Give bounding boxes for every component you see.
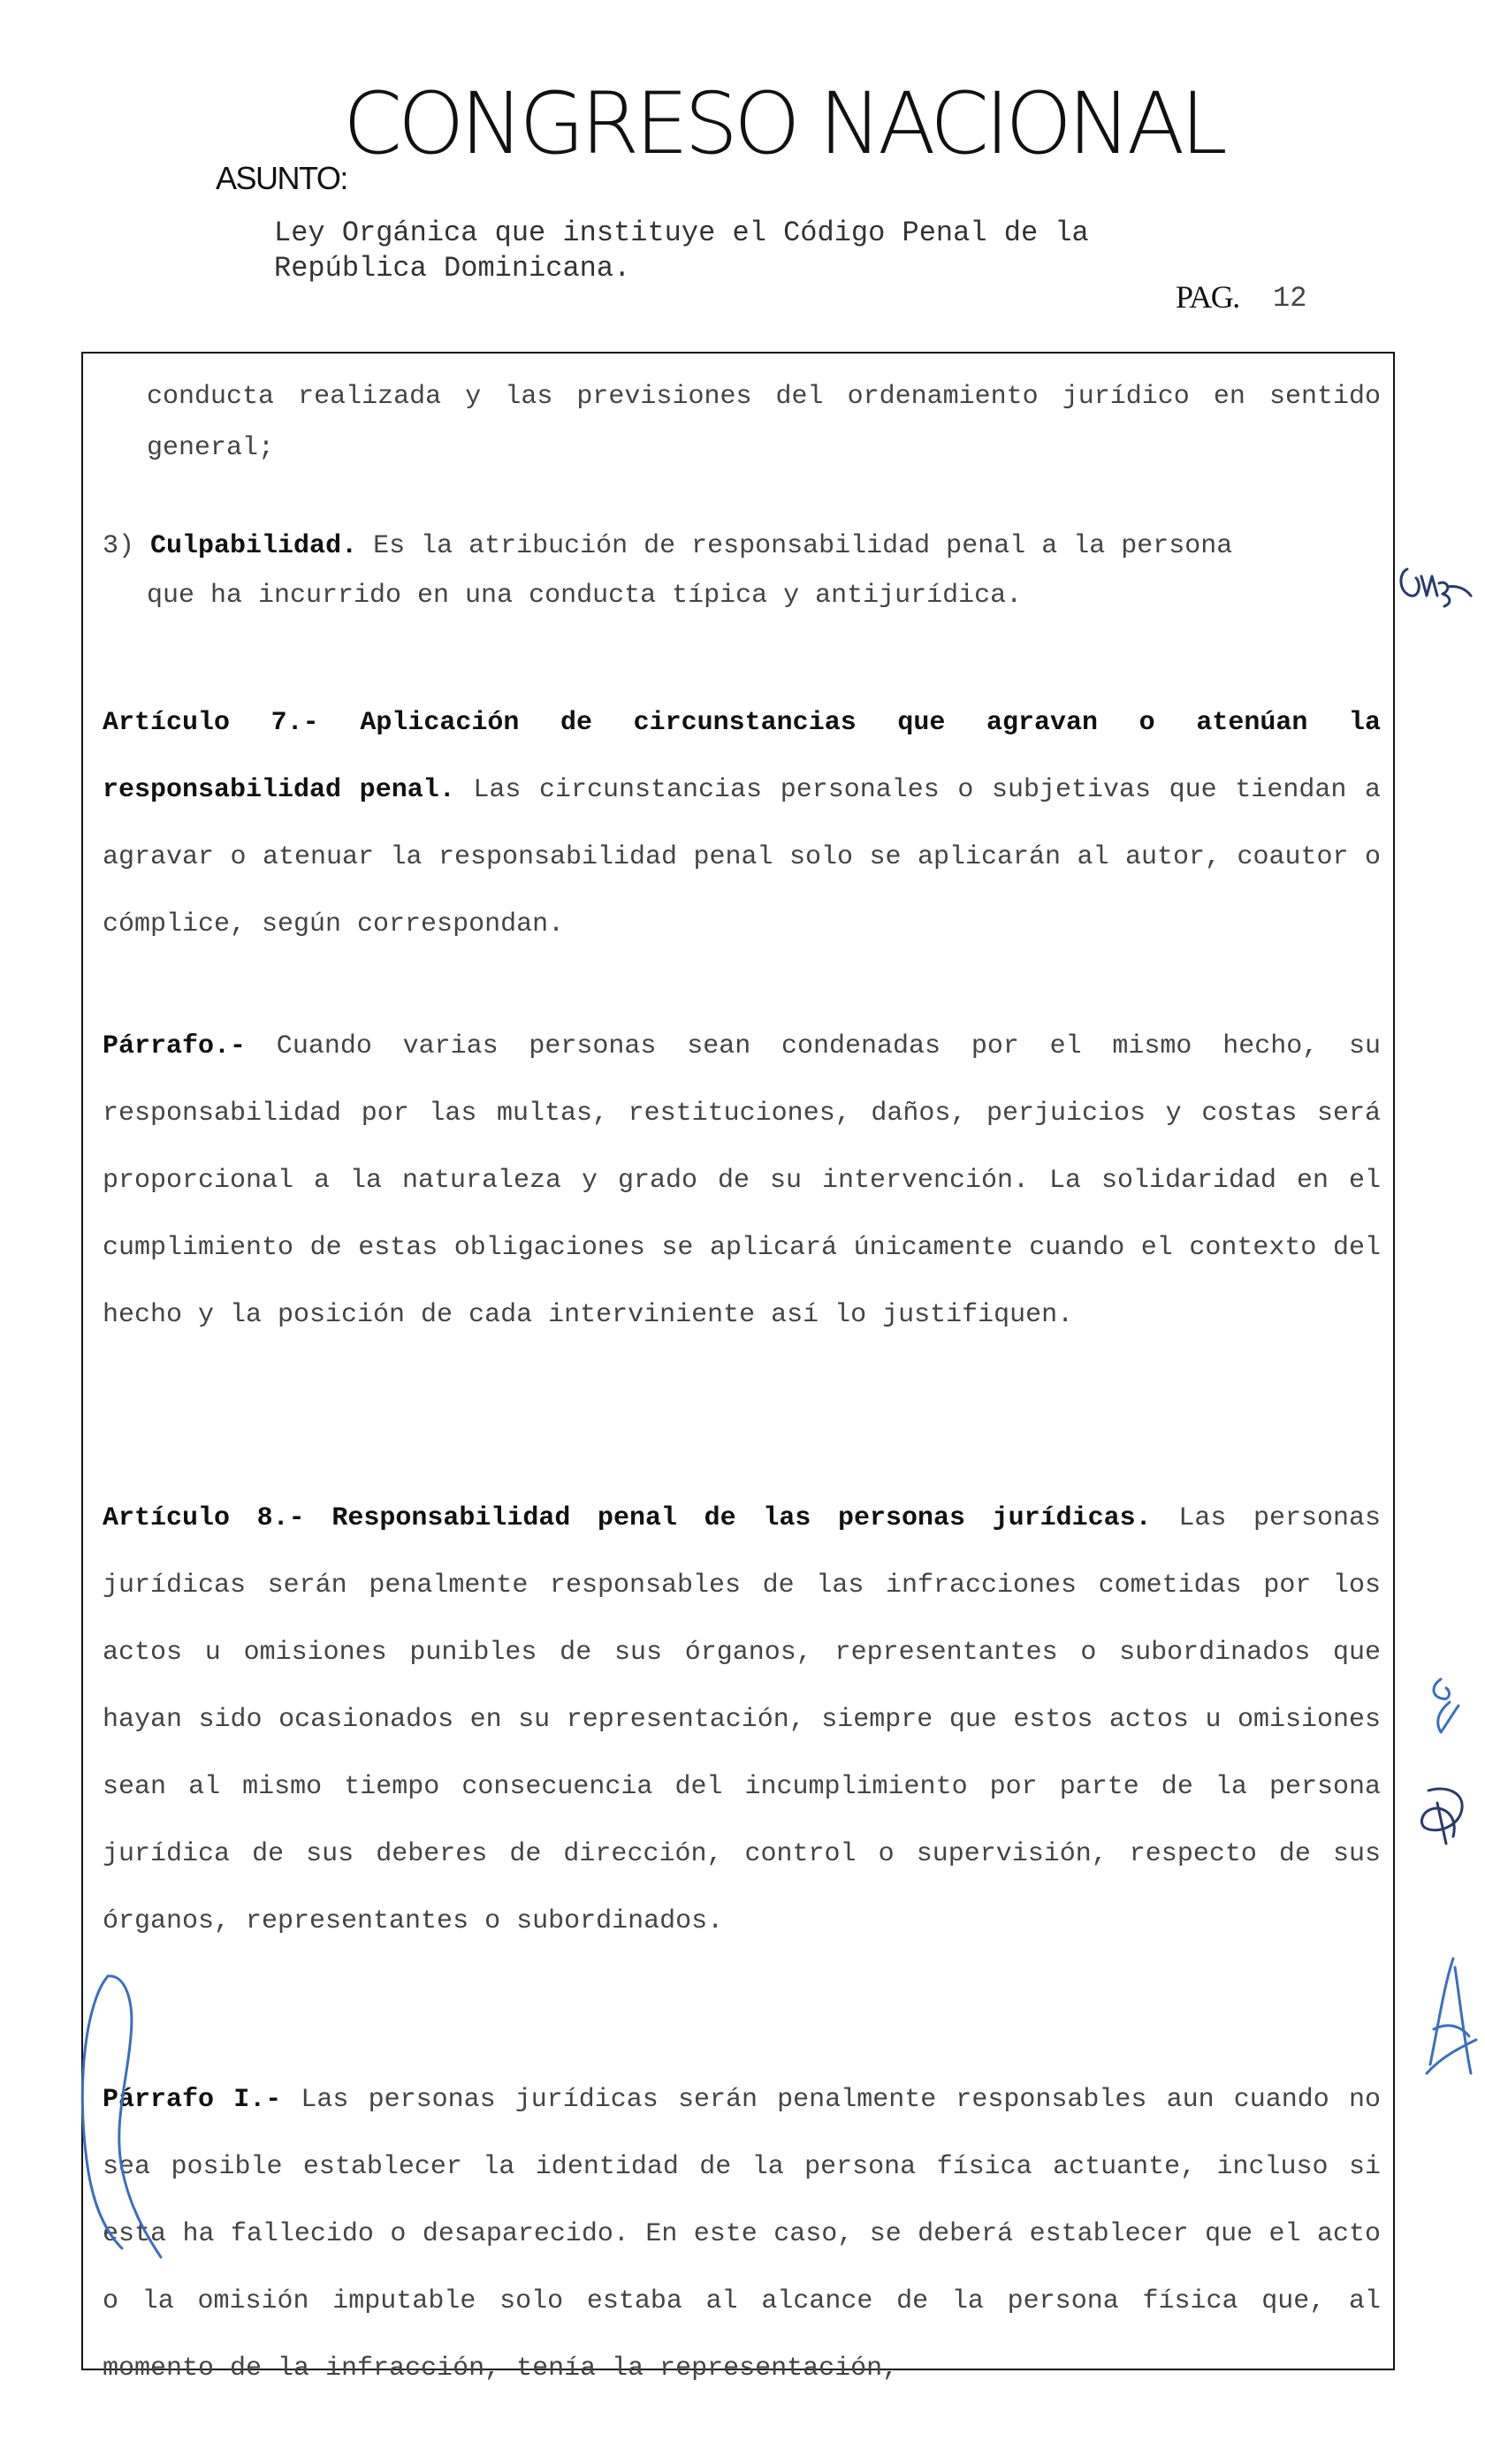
paragraph-heading: Párrafo.- bbox=[103, 1031, 247, 1061]
article-7-text: Las circunstancias personales o subjetivas que tiendan a agravar o atenuar la responsabilidad penal solo se aplicarán al autor, coautor o cómplice, según correspondan. bbox=[103, 775, 1381, 939]
item-text-continuation: que ha incurrido en una conducta típica y antijurídica. bbox=[147, 581, 1023, 611]
article-8-heading: Artículo 8.- Responsabilidad penal de las personas jurídicas. bbox=[103, 1503, 1152, 1533]
subject-text: Ley Orgánica que instituye el Código Penal de la República Dominicana. bbox=[274, 217, 1089, 285]
institution-title: CONGRESO NACIONAL bbox=[343, 74, 1223, 173]
article-8-text: Las personas jurídicas serán penalmente responsables de las infracciones cometidas por los actos u omisiones punibles de sus órganos, representantes o subordinados que hayan sido ocasionados en su representación, siempre que estos actos u omisiones sean al mismo tiempo consecuencia del incumplimiento por parte de la persona jurídica de sus deberes de dirección, control o supervisión, respecto de sus órganos, representantes o subordinados. bbox=[103, 1503, 1381, 1936]
article-8-paragraph-i bbox=[103, 2066, 1381, 2402]
paragraph-i-text: Las personas jurídicas serán penalmente responsables aun cuando no sea posible establecer la identidad de la persona física actuante, incluso si esta ha fallecido o desaparecido. En este caso, se deberá establecer que el acto o la omisión imputable solo estaba al alcance de la persona física que, al momento de la infracción, tenía la representación, bbox=[103, 2085, 1381, 2384]
asunto-label: ASUNTO: bbox=[216, 160, 347, 196]
article-7 bbox=[103, 689, 1381, 958]
handwritten-initials-1 bbox=[1395, 557, 1480, 619]
handwritten-initials-2 bbox=[1414, 1670, 1476, 1741]
paragraph-text: Cuando varias personas sean condenadas por el mismo hecho, su responsabilidad por las multas, restituciones, daños, perjuicios y costas será proporcional a la naturaleza y grado de su intervención. La solidaridad en el cumplimiento de estas obligaciones se aplicará únicamente cuando el contexto del hecho y la posición de cada interviniente así lo justifiquen. bbox=[103, 1031, 1381, 1330]
handwritten-signature bbox=[69, 1966, 175, 2266]
article-7-heading: Artículo 7.- Aplicación de circunstancias que agravan o atenúan la responsabilidad penal. bbox=[103, 708, 1381, 805]
paragraph-continuation: conducta realizada y las previsiones del ordenamiento jurídico en sentido general; bbox=[147, 382, 1381, 463]
paragraph-i-heading: Párrafo I.- bbox=[103, 2085, 282, 2115]
handwritten-initials-3 bbox=[1411, 1773, 1481, 1861]
item-text: Es la atribución de responsabilidad penal a la persona bbox=[357, 531, 1233, 561]
article-7-paragraph bbox=[103, 1013, 1381, 1349]
item-culpabilidad bbox=[103, 521, 1381, 620]
page-label: PAG. bbox=[1176, 279, 1239, 315]
article-8 bbox=[103, 1485, 1381, 1955]
item-term: Culpabilidad. bbox=[150, 531, 358, 561]
item-number: 3) bbox=[103, 531, 135, 561]
page-number: 12 bbox=[1273, 282, 1307, 315]
handwritten-initials-4 bbox=[1418, 1941, 1481, 2091]
